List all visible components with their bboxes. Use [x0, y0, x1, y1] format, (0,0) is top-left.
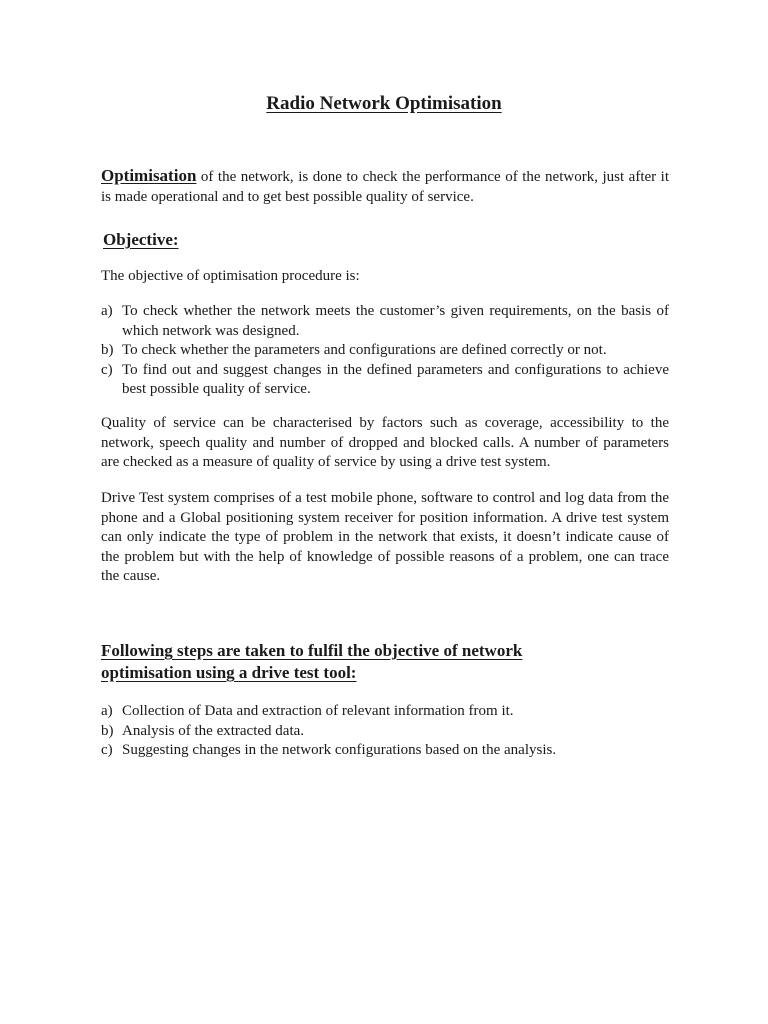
- steps-heading-line-2: optimisation using a drive test tool:: [101, 663, 357, 682]
- steps-heading: [101, 640, 669, 684]
- document-title: Radio Network Optimisation: [266, 93, 502, 114]
- objective-list: [101, 302, 669, 400]
- drive-test-paragraph: Drive Test system comprises of a test mobile phone, software to control and log data from the phone and a Global positioning system receiver for position information. A drive test system can only indicate the type of problem in the network that exists, it doesn’t indicate cause of the problem but with the help of knowledge of possible reasons of a problem, one can trace the cause.: [101, 490, 669, 584]
- list-item: [101, 302, 669, 341]
- steps-list: [101, 702, 669, 761]
- list-item-text: Collection of Data and extraction of relevant information from it.: [122, 703, 514, 719]
- intro-lead-term: Optimisation: [101, 166, 197, 185]
- list-item: [101, 361, 669, 400]
- list-item: [101, 741, 669, 761]
- objective-intro: The objective of optimisation procedure is:: [101, 268, 360, 284]
- list-item: [101, 341, 669, 361]
- list-item: [101, 722, 669, 742]
- list-item-text: To check whether the parameters and configurations are defined correctly or not.: [122, 342, 607, 358]
- steps-heading-line-1: Following steps are taken to fulfil the objective of network: [101, 641, 523, 660]
- list-marker: b): [101, 342, 114, 358]
- list-item-text: To find out and suggest changes in the defined parameters and configurations to achieve best possible quality of service.: [122, 361, 669, 397]
- intro-paragraph: [101, 166, 669, 207]
- list-item-text: Analysis of the extracted data.: [122, 722, 305, 739]
- list-marker: c): [101, 361, 113, 378]
- quality-paragraph: Quality of service can be characterised by factors such as coverage, accessibility to the network, speech quality and number of dropped and blocked calls. A number of parameters are checked as a measure of quality of service by using a drive test system.: [101, 415, 669, 470]
- list-marker: b): [101, 722, 114, 739]
- list-marker: a): [101, 303, 113, 319]
- objective-heading: Objective:: [103, 230, 179, 249]
- list-item-text: To check whether the network meets the customer’s given requirements, on the basis of which network was designed.: [122, 303, 669, 339]
- list-item: [101, 702, 669, 722]
- intro-text: of the network, is done to check the performance of the network, just after it is made operational and to get best possible quality of service.: [101, 169, 669, 205]
- list-marker: c): [101, 742, 113, 758]
- list-marker: a): [101, 703, 113, 719]
- list-item-text: Suggesting changes in the network configurations based on the analysis.: [122, 742, 557, 758]
